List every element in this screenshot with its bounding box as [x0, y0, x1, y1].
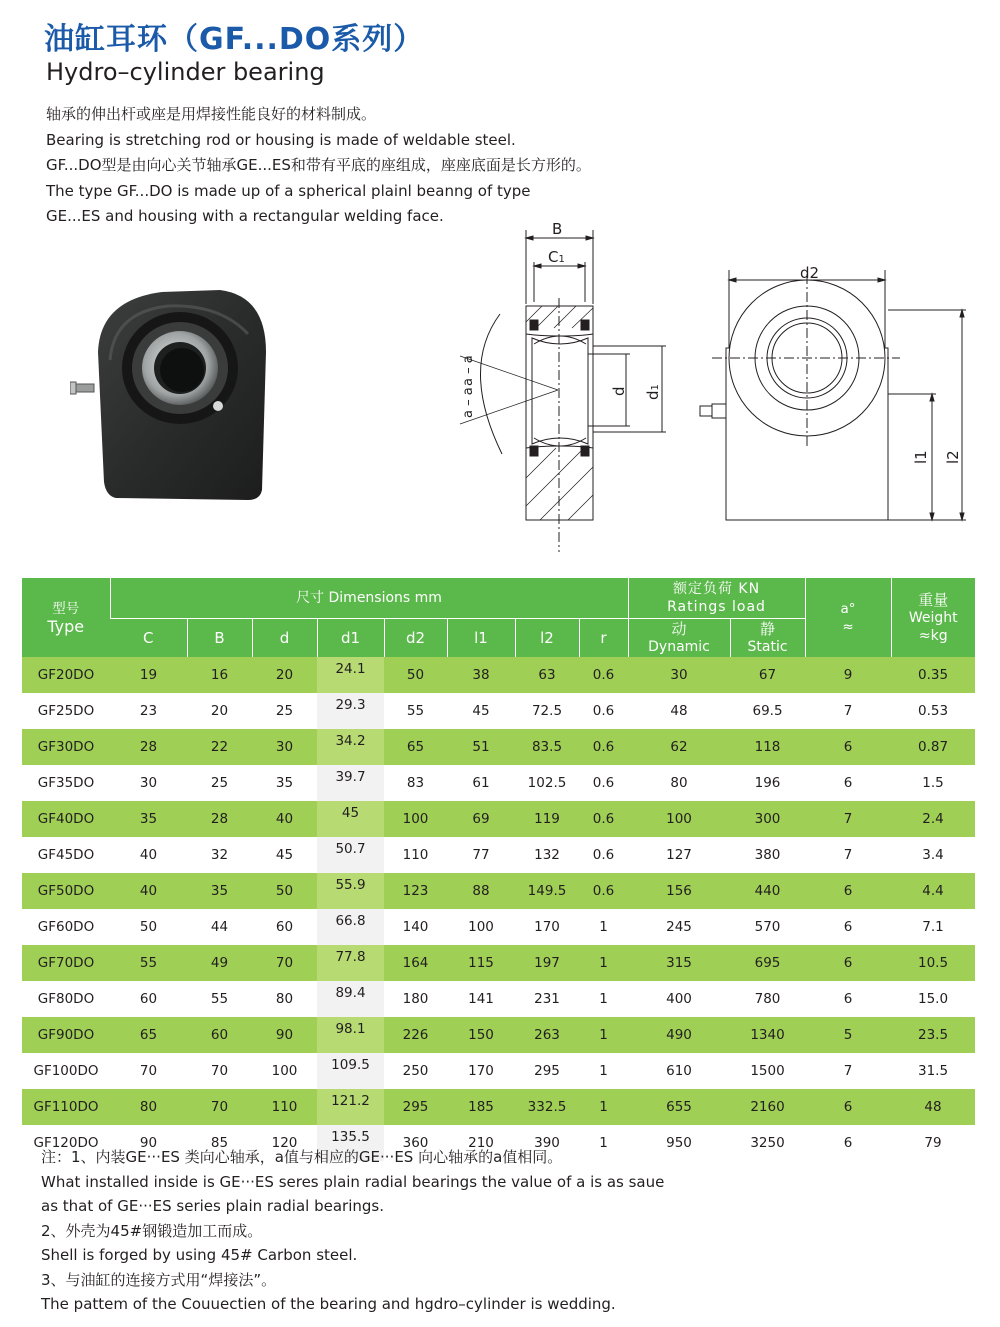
cell-type: GF45DO — [37, 847, 95, 863]
cell-d2: 55 — [406, 703, 425, 719]
cell-c: 50 — [139, 919, 158, 935]
cell-d2: 250 — [402, 1063, 429, 1079]
cell-d2: 65 — [384, 729, 447, 765]
cell-angle: 6 — [805, 729, 891, 765]
cell-dynamic: 655 — [628, 1089, 730, 1125]
cell-static: 1340 — [730, 1017, 805, 1053]
cell-l2: 170 — [534, 919, 560, 935]
cell-r: 1 — [599, 1135, 608, 1151]
cell-l2: 390 — [534, 1135, 560, 1151]
intro-line: GE...ES and housing with a rectangular welding face. — [46, 207, 444, 226]
cell-d2: 50 — [384, 657, 447, 693]
cell-static: 380 — [754, 847, 781, 863]
technical-drawing — [450, 218, 980, 554]
cell-c: 28 — [110, 729, 187, 765]
cell-r: 1 — [599, 1063, 608, 1079]
cell-d1: 66.8 — [317, 909, 384, 945]
cell-weight: 7.1 — [922, 919, 944, 935]
cell-type: GF40DO — [22, 801, 110, 837]
note-line: What installed inside is GE···ES seres plain radial bearings the value of a is as saue — [41, 1172, 665, 1191]
cell-dynamic: 315 — [628, 945, 730, 981]
label-d1: d1 — [644, 384, 662, 400]
table-row — [22, 1089, 975, 1125]
cell-weight: 1.5 — [922, 775, 944, 791]
cell-d2: 140 — [402, 919, 429, 935]
cell-d: 35 — [275, 775, 294, 791]
cell-d2: 180 — [402, 991, 429, 1007]
cell-d1: 121.2 — [317, 1089, 384, 1125]
cell-type: GF70DO — [22, 945, 110, 981]
cell-d1: 109.5 — [317, 1053, 384, 1089]
cell-d: 80 — [275, 991, 294, 1007]
cell-b: 70 — [187, 1089, 252, 1125]
cell-angle: 6 — [805, 945, 891, 981]
cell-d1: 55.9 — [317, 873, 384, 909]
cell-c: 40 — [110, 873, 187, 909]
cell-d2: 226 — [384, 1017, 447, 1053]
note-line: 2、外壳为45#钢锻造加工而成。 — [41, 1221, 263, 1240]
cell-dynamic: 62 — [628, 729, 730, 765]
cell-r: 1 — [599, 991, 608, 1007]
cell-angle: 6 — [805, 1089, 891, 1125]
cell-b: 32 — [210, 847, 229, 863]
cell-c: 80 — [110, 1089, 187, 1125]
cell-d: 45 — [275, 847, 294, 863]
cell-l2: 132 — [534, 847, 560, 863]
cell-angle: 7 — [843, 703, 853, 719]
label-angle-top: a – a — [461, 355, 476, 386]
cell-d1: 24.1 — [317, 657, 384, 693]
cell-d2: 110 — [402, 847, 429, 863]
cell-weight: 0.35 — [891, 657, 975, 693]
cell-l2: 332.5 — [515, 1089, 579, 1125]
cell-c: 65 — [110, 1017, 187, 1053]
cell-c: 60 — [139, 991, 158, 1007]
header-col-r: r — [579, 619, 628, 658]
cell-b: 28 — [187, 801, 252, 837]
header-col-d2: d2 — [384, 619, 447, 658]
cell-c: 40 — [139, 847, 158, 863]
cell-l1: 210 — [468, 1135, 494, 1151]
cell-type: GF35DO — [37, 775, 95, 791]
cell-type: GF80DO — [37, 991, 95, 1007]
cell-weight: 23.5 — [891, 1017, 975, 1053]
label-c1: C1 — [548, 248, 565, 266]
cell-weight: 4.4 — [891, 873, 975, 909]
cell-l2: 83.5 — [515, 729, 579, 765]
table-body — [22, 657, 975, 1161]
cell-dynamic: 156 — [628, 873, 730, 909]
cell-l1: 100 — [468, 919, 494, 935]
table-row — [22, 837, 975, 873]
cell-type: GF100DO — [33, 1063, 99, 1079]
cell-angle: 6 — [843, 775, 853, 791]
table-row — [22, 981, 975, 1017]
cell-type: GF20DO — [22, 657, 110, 693]
cell-l2: 102.5 — [527, 775, 567, 791]
cell-d: 25 — [275, 703, 294, 719]
cell-l1: 185 — [447, 1089, 515, 1125]
header-col-l2: l2 — [515, 619, 579, 658]
cell-l1: 141 — [468, 991, 494, 1007]
cell-static: 1500 — [750, 1063, 785, 1079]
cell-b: 85 — [210, 1135, 229, 1151]
cell-static: 300 — [730, 801, 805, 837]
cell-weight: 0.53 — [917, 703, 949, 719]
note-line: 3、与油缸的连接方式用“焊接法”。 — [41, 1270, 277, 1289]
cell-dynamic: 950 — [666, 1135, 692, 1151]
cell-l2: 295 — [534, 1063, 560, 1079]
cell-r: 0.6 — [592, 703, 615, 719]
cell-weight: 79 — [924, 1135, 942, 1151]
cell-b: 60 — [187, 1017, 252, 1053]
intro-line: 轴承的伸出杆或座是用焊接性能良好的材料制成。 — [46, 105, 377, 123]
cell-d1: 29.3 — [317, 693, 384, 729]
cell-c: 90 — [139, 1135, 158, 1151]
cell-type: GF25DO — [37, 703, 95, 719]
cell-d1: 45 — [317, 801, 384, 837]
table-row — [22, 873, 975, 909]
cell-dynamic: 127 — [666, 847, 692, 863]
cell-b: 70 — [210, 1063, 229, 1079]
cell-d2: 123 — [384, 873, 447, 909]
cell-static: 440 — [730, 873, 805, 909]
cell-l1: 170 — [468, 1063, 494, 1079]
cell-l2: 197 — [515, 945, 579, 981]
cell-d1: 39.7 — [317, 765, 384, 801]
cell-dynamic: 610 — [666, 1063, 692, 1079]
cell-c: 70 — [139, 1063, 158, 1079]
cell-static: 2160 — [730, 1089, 805, 1125]
header-ratings: 额定负荷 KN Ratings load — [628, 578, 805, 619]
intro-line: GF...DO型是由向心关节轴承GE...ES和带有平底的座组成，座座底面是长方形的。 — [46, 156, 591, 175]
cell-d: 40 — [252, 801, 317, 837]
cell-d1: 89.4 — [317, 981, 384, 1017]
cell-r: 1 — [599, 919, 608, 935]
cell-static: 3250 — [750, 1135, 785, 1151]
header-col-dynamic: 动 Dynamic — [628, 619, 730, 658]
label-d: d — [610, 386, 628, 396]
cell-l1: 115 — [447, 945, 515, 981]
cell-b: 20 — [210, 703, 229, 719]
cell-dynamic: 245 — [666, 919, 692, 935]
cell-r: 0.6 — [579, 873, 628, 909]
cell-l2: 149.5 — [515, 873, 579, 909]
cell-d: 110 — [252, 1089, 317, 1125]
cell-l1: 69 — [447, 801, 515, 837]
label-l1: l1 — [912, 450, 930, 464]
cell-d: 30 — [252, 729, 317, 765]
note-line: as that of GE···ES series plain radial bearings. — [41, 1197, 384, 1215]
cell-d: 50 — [252, 873, 317, 909]
cell-static: 67 — [730, 657, 805, 693]
cell-l1: 77 — [472, 847, 490, 863]
cell-angle: 7 — [805, 801, 891, 837]
cell-b: 22 — [187, 729, 252, 765]
cell-weight: 10.5 — [891, 945, 975, 981]
cell-b: 44 — [210, 919, 229, 935]
cell-weight: 48 — [891, 1089, 975, 1125]
specification-table — [22, 578, 975, 1161]
cell-d1: 135.5 — [317, 1125, 384, 1161]
cell-d1: 98.1 — [317, 1017, 384, 1053]
intro-text — [46, 102, 706, 230]
page-title-cn: 油缸耳环（GF...DO系列） — [44, 22, 425, 57]
cell-b: 35 — [187, 873, 252, 909]
cell-r: 1 — [579, 945, 628, 981]
cell-static: 780 — [754, 991, 781, 1007]
cell-d: 20 — [252, 657, 317, 693]
cell-r: 0.6 — [579, 729, 628, 765]
label-angle-bottom: a – a — [461, 387, 476, 418]
cell-dynamic: 80 — [670, 775, 688, 791]
table-row — [22, 657, 975, 693]
cell-c: 23 — [139, 703, 158, 719]
note-line: The pattem of the Couuectien of the bearing and hgdro–cylinder is wedding. — [41, 1295, 616, 1313]
header-dimensions: 尺寸 Dimensions mm — [110, 578, 628, 619]
cell-weight: 0.87 — [891, 729, 975, 765]
label-d2: d2 — [800, 264, 820, 282]
header-col-d: d — [252, 619, 317, 658]
cell-d2: 295 — [384, 1089, 447, 1125]
cell-d: 120 — [271, 1135, 298, 1151]
cell-r: 0.6 — [579, 801, 628, 837]
cell-r: 0.6 — [579, 657, 628, 693]
header-col-static: 静 Static — [730, 619, 805, 658]
cell-r: 0.6 — [592, 775, 615, 791]
header-col-b: B — [187, 619, 252, 658]
label-b: B — [552, 220, 563, 238]
table-row — [22, 945, 975, 981]
cell-angle: 5 — [805, 1017, 891, 1053]
cell-l2: 231 — [534, 991, 560, 1007]
cell-weight: 2.4 — [891, 801, 975, 837]
table-row — [22, 909, 975, 945]
cell-weight: 15.0 — [917, 991, 949, 1007]
cell-weight: 3.4 — [922, 847, 944, 863]
header-type: 型号 Type — [22, 578, 110, 657]
cell-type: GF30DO — [22, 729, 110, 765]
header-col-c: C — [110, 619, 187, 658]
header-weight: 重量 Weight ≈kg — [891, 578, 975, 657]
cell-static: 69.5 — [752, 703, 783, 719]
table-row — [22, 693, 975, 729]
header-col-l1: l1 — [447, 619, 515, 658]
cell-c: 19 — [110, 657, 187, 693]
cell-weight: 31.5 — [917, 1063, 949, 1079]
cell-type: GF60DO — [37, 919, 95, 935]
table-row — [22, 1053, 975, 1089]
table-row — [22, 1017, 975, 1053]
cell-d1: 34.2 — [317, 729, 384, 765]
header-angle: a° ≈ — [805, 578, 891, 657]
cell-static: 570 — [754, 919, 781, 935]
cell-b: 25 — [210, 775, 229, 791]
cell-d2: 164 — [384, 945, 447, 981]
cell-l1: 45 — [472, 703, 490, 719]
cell-angle: 6 — [843, 991, 853, 1007]
cell-d1: 50.7 — [317, 837, 384, 873]
notes — [41, 1145, 941, 1317]
cell-type: GF90DO — [22, 1017, 110, 1053]
cell-r: 1 — [579, 1017, 628, 1053]
cell-b: 16 — [187, 657, 252, 693]
cell-dynamic: 400 — [666, 991, 692, 1007]
cell-l1: 38 — [447, 657, 515, 693]
cell-r: 1 — [579, 1089, 628, 1125]
table-row — [22, 765, 975, 801]
table-row — [22, 729, 975, 765]
product-photo — [70, 282, 270, 506]
cell-dynamic: 490 — [628, 1017, 730, 1053]
intro-line: The type GF...DO is made up of a spherical plainl beanng of type — [46, 181, 531, 200]
note-line: 注：1、内装GE···ES 类向心轴承，a值与相应的GE···ES 向心轴承的a值相同。 — [41, 1148, 563, 1166]
cell-l2: 63 — [515, 657, 579, 693]
cell-type: GF120DO — [33, 1135, 99, 1151]
cell-static: 118 — [730, 729, 805, 765]
header-col-d1: d1 — [317, 619, 384, 658]
cell-d1: 77.8 — [317, 945, 384, 981]
cell-l1: 61 — [472, 775, 490, 791]
cell-angle: 7 — [843, 1063, 853, 1079]
cell-c: 35 — [110, 801, 187, 837]
cell-d2: 360 — [402, 1135, 429, 1151]
cell-angle: 9 — [805, 657, 891, 693]
cell-static: 196 — [754, 775, 781, 791]
cell-type: GF110DO — [22, 1089, 110, 1125]
cell-l2: 263 — [515, 1017, 579, 1053]
cell-d: 90 — [252, 1017, 317, 1053]
cell-angle: 6 — [843, 919, 853, 935]
cell-c: 55 — [110, 945, 187, 981]
intro-line: Bearing is stretching rod or housing is made of weldable steel. — [46, 130, 516, 149]
cell-type: GF50DO — [22, 873, 110, 909]
cell-b: 49 — [187, 945, 252, 981]
cell-r: 0.6 — [592, 847, 615, 863]
cell-l1: 88 — [447, 873, 515, 909]
cell-d2: 83 — [406, 775, 425, 791]
cell-angle: 6 — [805, 873, 891, 909]
cell-l2: 119 — [515, 801, 579, 837]
cell-c: 30 — [139, 775, 158, 791]
cell-b: 55 — [210, 991, 229, 1007]
cell-dynamic: 30 — [628, 657, 730, 693]
cell-l2: 72.5 — [531, 703, 563, 719]
cell-angle: 7 — [843, 847, 853, 863]
cell-dynamic: 100 — [628, 801, 730, 837]
cell-static: 695 — [730, 945, 805, 981]
cell-d2: 100 — [384, 801, 447, 837]
cell-d: 60 — [275, 919, 294, 935]
cell-dynamic: 48 — [670, 703, 688, 719]
page-title-en: Hydro–cylinder bearing — [46, 58, 325, 86]
note-line: Shell is forged by using 45# Carbon steel. — [41, 1246, 358, 1264]
table-row — [22, 801, 975, 837]
label-l2: l2 — [944, 450, 962, 464]
cell-d: 100 — [271, 1063, 298, 1079]
cell-d: 70 — [252, 945, 317, 981]
cell-l1: 150 — [447, 1017, 515, 1053]
cell-l1: 51 — [447, 729, 515, 765]
cell-angle: 6 — [843, 1135, 853, 1151]
